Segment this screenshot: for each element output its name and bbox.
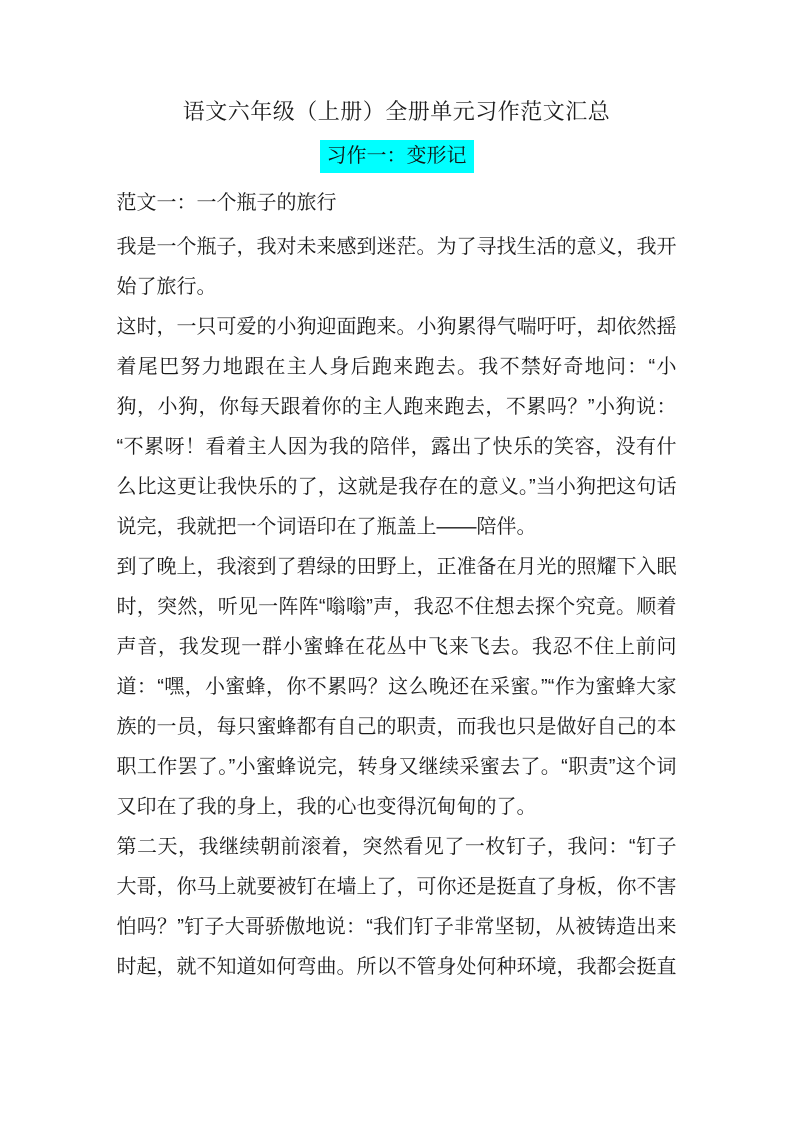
section-heading-highlighted: 习作一：变形记 [320,140,474,173]
essay-title: 范文一：一个瓶子的旅行 [116,192,337,214]
essay-paragraph-2: 这时，一只可爱的小狗迎面跑来。小狗累得气喘吁吁，却依然摇着尾巴努力地跟在主人身后跑来跑去。我不禁好奇地问：“小狗，小狗，你每天跟着你的主人跑来跑去，不累吗？”小狗说：“不累呀！看着主人因为我的陪伴，露出了快乐的笑容，没有什么比这更让我快乐的了，这就是我存在的意义。”当小狗把这句话说完，我就把一个词语印在了瓶盖上——陪伴。 [116,316,677,538]
essay-paragraph-4: 第二天，我继续朝前滚着，突然看见了一枚钉子，我问：“钉子大哥，你马上就要被钉在墙上了，可你还是挺直了身板，你不害怕吗？”钉子大哥骄傲地说：“我们钉子非常坚韧，从被铸造出来时起，就不知道如何弯曲。所以不管身处何种环境，我都会挺直 [116,836,677,978]
document-title: 语文六年级（上册）全册单元习作范文汇总 [182,99,611,124]
document-content [117,97,677,987]
essay-paragraph-1: 我是一个瓶子，我对未来感到迷茫。为了寻找生活的意义，我开始了旅行。 [116,236,677,298]
section-heading-row [117,140,677,173]
essay-body [117,227,677,987]
essay-paragraph-3: 到了晚上，我滚到了碧绿的田野上，正准备在月光的照耀下入眠时，突然，听见一阵阵“嗡嗡”声，我忍不住想去探个究竟。顺着声音，我发现一群小蜜蜂在花丛中飞来飞去。我忍不住上前问道：“嘿，小蜜蜂，你不累吗？这么晚还在采蜜。”“作为蜜蜂大家族的一员，每只蜜蜂都有自己的职责，而我也只是做好自己的本职工作罢了。”小蜜蜂说完，转身又继续采蜜去了。“职责”这个词又印在了我的身上，我的心也变得沉甸甸的了。 [116,556,677,818]
